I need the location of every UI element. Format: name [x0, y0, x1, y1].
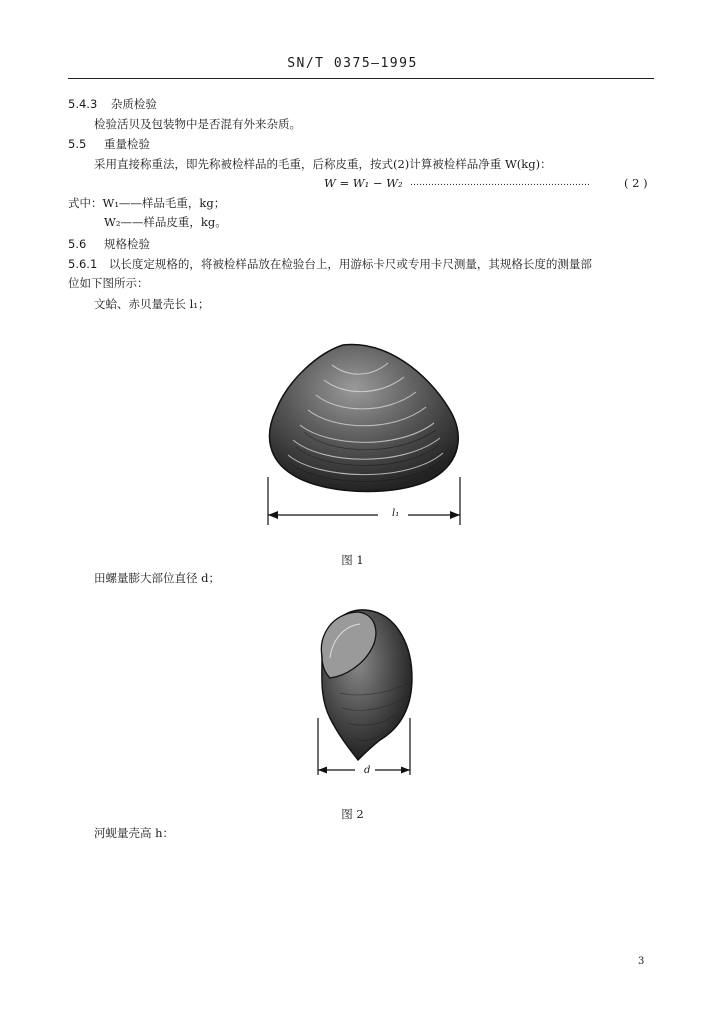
- figure-1-clam-shell: [258, 335, 468, 530]
- page-number: 3: [638, 956, 645, 967]
- snail-measure-text: 田螺量膨大部位直径 d；: [94, 571, 221, 585]
- where-line-2: W₂——样品皮重，kg。: [104, 215, 227, 229]
- section-5-5-body: 采用直接称重法，即先称被检样品的毛重，后称皮重，按式(2)计算被检样品净重 W(kg)：: [94, 157, 552, 171]
- clam-measure-text: 文蛤、赤贝量壳长 l₁；: [94, 297, 210, 311]
- standard-number-header: SN/T 0375—1995: [287, 56, 418, 71]
- formula-number: ( 2 ): [624, 176, 648, 190]
- figure-1-caption: 图 1: [341, 553, 364, 567]
- mussel-measure-text: 河蚬量壳高 h：: [94, 826, 175, 840]
- figure-1-dimension-label: l₁: [392, 508, 400, 519]
- formula-leader-dots: ……………………………………………………: [410, 178, 590, 188]
- section-number: 5.4.3: [68, 97, 98, 111]
- figure-2-snail-shell: [300, 598, 425, 778]
- section-number: 5.6: [68, 237, 87, 251]
- section-5-6-1-line-1: [68, 257, 592, 271]
- section-5-5-heading: [68, 137, 150, 151]
- clam-shell-body: [269, 345, 458, 492]
- section-number: 5.6.1: [68, 257, 98, 271]
- section-5-4-3-body: 检验活贝及包装物中是否混有外来杂质。: [94, 117, 301, 131]
- section-text: 以长度定规格的，将被检样品放在检验台上，用游标卡尺或专用卡尺测量，其规格长度的测量部: [108, 257, 592, 271]
- figure-2-caption: 图 2: [341, 807, 364, 821]
- section-title: 重量检验: [103, 137, 150, 151]
- section-title: 杂质检验: [110, 97, 157, 111]
- section-5-6-1-line-2: 位如下图所示：: [68, 276, 149, 290]
- header-rule: [68, 78, 654, 79]
- section-number: 5.5: [68, 137, 87, 151]
- where-line-1: 式中：W₁——样品毛重，kg；: [68, 196, 226, 210]
- section-title: 规格检验: [103, 237, 150, 251]
- formula-expression: W = W₁ − W₂: [324, 176, 403, 190]
- figure-2-dimension-label: d: [364, 765, 371, 776]
- section-5-6-heading: [68, 237, 150, 251]
- section-5-4-3-heading: [68, 97, 157, 111]
